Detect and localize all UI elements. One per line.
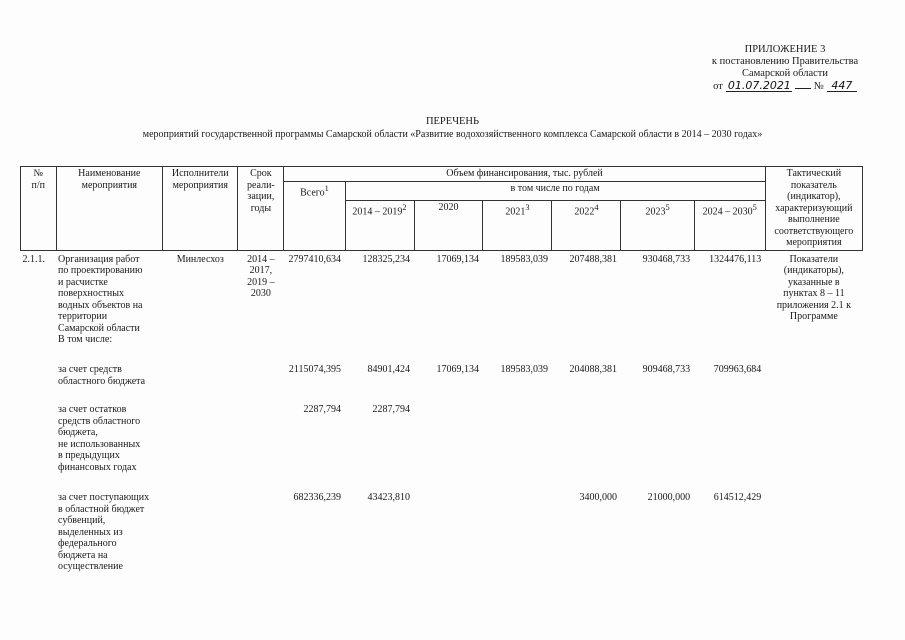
title-heading: ПЕРЕЧЕНЬ bbox=[425, 116, 480, 127]
sub-2021 bbox=[483, 492, 552, 576]
handwritten-number: 447 bbox=[827, 80, 857, 92]
row-indicator: Показатели (индикаторы), указанные в пунктах 8 – 11 приложения 2.1 к Программе bbox=[776, 253, 852, 322]
col-header-total: Всего$^1$ bbox=[284, 181, 345, 250]
sub-2024-2030 bbox=[694, 404, 765, 492]
sub-2022 bbox=[552, 404, 621, 492]
table-row-sub bbox=[21, 404, 863, 492]
sub-2014-2019: 2287,794 bbox=[372, 404, 410, 415]
row-2014-2019: 128325,234 bbox=[362, 253, 410, 265]
sub-2024-2030: 709963,684 bbox=[713, 364, 762, 375]
row-term: 2014 – 2017, 2019 – 2030 bbox=[247, 253, 275, 299]
row-2024-2030: 1324476,113 bbox=[709, 253, 762, 265]
row-2023: 930468,733 bbox=[642, 253, 691, 265]
sub-2020 bbox=[414, 492, 483, 576]
handwritten-date: 01.07.2021 bbox=[727, 79, 791, 92]
appendix-date-line bbox=[700, 80, 870, 93]
col-header-term: Срок реали- зации, годы bbox=[238, 167, 284, 251]
col-header-name: Наименование мероприятия bbox=[56, 167, 163, 251]
col-header-by-years: в том числе по годам bbox=[345, 181, 765, 200]
row-name: Организация работ по проектированию и расчистке поверхностных водных объектов на территории Самарской области bbox=[58, 253, 143, 334]
sub-2023: 21000,000 bbox=[647, 492, 691, 503]
sub-2020 bbox=[414, 404, 483, 492]
col-header-indicator: Тактический показатель (индикатор), характеризующий выполнение соответствующего мероприятия bbox=[765, 167, 862, 251]
document-title bbox=[0, 115, 905, 141]
sub-2021: 189583,039 bbox=[500, 364, 548, 375]
number-label: № bbox=[813, 81, 824, 92]
including-label: В том числе: bbox=[58, 334, 113, 345]
col-header-2024-2030: 2024 – 2030$^5$ bbox=[694, 200, 765, 250]
appendix-title: ПРИЛОЖЕНИЕ 3 bbox=[744, 44, 826, 55]
row-no: 2.1.1. bbox=[22, 253, 45, 265]
sub-total: 2115074,395 bbox=[288, 364, 342, 375]
sub-name: за счет поступающих в областной бюджет субвенций, выделенных из федерального бюджета на осуществление bbox=[58, 492, 150, 572]
row-2022: 207488,381 bbox=[569, 253, 617, 265]
table-row-including bbox=[21, 334, 863, 364]
row-2021: 189583,039 bbox=[500, 253, 548, 265]
appendix-line2: к постановлению Правительства bbox=[711, 56, 859, 67]
col-header-funding: Объем финансирования, тыс. рублей bbox=[284, 167, 765, 182]
col-header-executors: Исполнители мероприятия bbox=[163, 167, 238, 251]
appendix-line3: Самарской области bbox=[742, 68, 828, 79]
sub-2023 bbox=[621, 404, 694, 492]
table-row-main bbox=[21, 250, 863, 334]
appendix-block bbox=[700, 44, 870, 93]
sub-name: за счет средств областного бюджета bbox=[58, 364, 146, 387]
sub-2022: 204088,381 bbox=[569, 364, 617, 375]
row-executor: Минлесхоз bbox=[176, 253, 224, 265]
sub-2022: 3400,000 bbox=[579, 492, 617, 503]
sub-total: 682336,239 bbox=[293, 492, 342, 503]
row-total: 2797410,634 bbox=[288, 253, 342, 265]
table-row-sub bbox=[21, 364, 863, 404]
col-header-2023: 2023$^5$ bbox=[621, 200, 694, 250]
row-2020: 17069,134 bbox=[436, 253, 479, 265]
from-label: от bbox=[713, 81, 723, 92]
sub-2023: 909468,733 bbox=[642, 364, 691, 375]
sub-2020: 17069,134 bbox=[436, 364, 479, 375]
title-subtitle: мероприятий государственной программы Самарской области «Развитие водохозяйственного комплекса Самарской области в 2014 – 2030 годах» bbox=[142, 129, 763, 140]
table-row-sub bbox=[21, 492, 863, 576]
col-header-2014-2019: 2014 – 2019$^2$ bbox=[345, 200, 414, 250]
sub-2021 bbox=[483, 404, 552, 492]
measures-table bbox=[20, 166, 863, 576]
sub-name: за счет остатков средств областного бюджета, не использованных в предыдущих финансовых годах bbox=[58, 404, 141, 473]
sub-total: 2287,794 bbox=[303, 404, 342, 415]
col-header-2020: 2020 bbox=[414, 200, 483, 250]
col-header-2022: 2022$^4$ bbox=[552, 200, 621, 250]
sub-2024-2030: 614512,429 bbox=[713, 492, 762, 503]
sub-2014-2019: 43423,810 bbox=[367, 492, 410, 503]
col-header-no: № п/п bbox=[21, 167, 57, 251]
sub-2014-2019: 84901,424 bbox=[367, 364, 410, 375]
col-header-2021: 2021$^3$ bbox=[483, 200, 552, 250]
